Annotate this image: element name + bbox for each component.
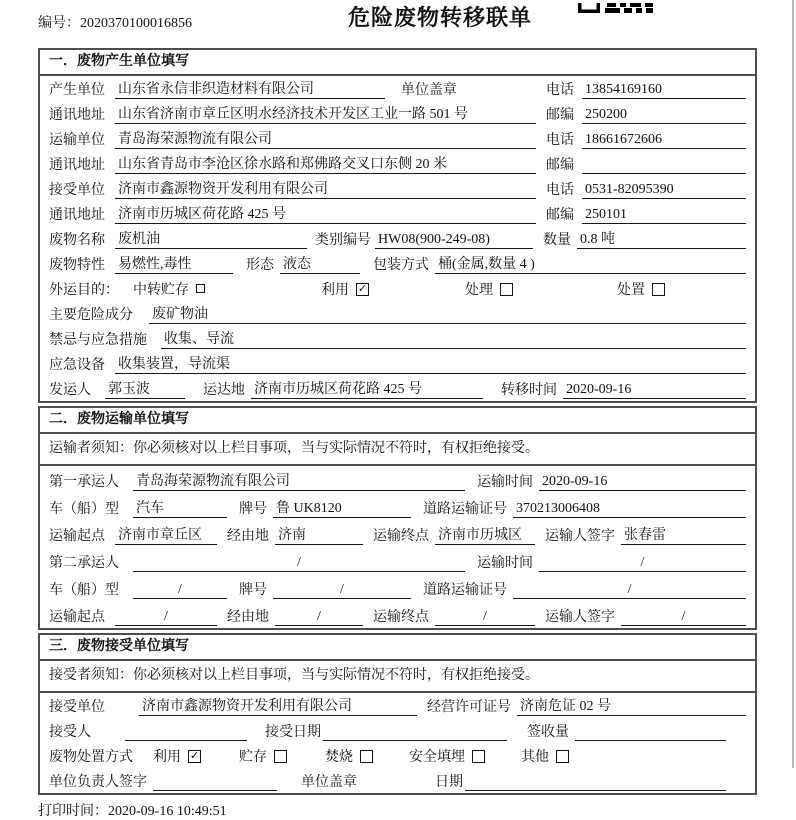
- disposal-incinerate-checkbox: [360, 750, 373, 763]
- disposal-option-landfill: 安全填埋: [409, 749, 485, 766]
- precautions-value: 收集、导流: [161, 331, 746, 349]
- receiver-unit-value: 济南市鑫源物资开发利用有限公司: [115, 181, 536, 199]
- characteristics-label: 废物特性: [49, 258, 105, 273]
- carrier1-time-value: 2020-09-16: [539, 473, 746, 491]
- disposal-method-row: [40, 743, 755, 768]
- serial-value: 2020370100016856: [80, 16, 192, 31]
- waste-name-row: [40, 226, 755, 251]
- waste-characteristics-row: [40, 251, 755, 276]
- receiver-phone-label: 电话: [546, 183, 574, 198]
- purpose-option-dispose: 处置: [617, 282, 665, 299]
- transporter-phone-value: 18661672606: [582, 131, 746, 149]
- road-permit-label-2: 道路运输证号: [423, 583, 507, 598]
- category-code-value: HW08(900-249-08): [375, 231, 533, 249]
- receiver-phone-value: 0531-82095390: [582, 181, 746, 199]
- transporter-address-value: 山东省青岛市李沧区徐水路和郑佛路交叉口东侧 20 米: [115, 156, 536, 174]
- section-receiver: [38, 633, 757, 795]
- carrier2-plate-value: /: [273, 581, 411, 599]
- vehicle-type-label-2: 车（船）型: [49, 583, 119, 598]
- accept-date-value: [323, 724, 507, 741]
- receiver-unit-row: [40, 176, 755, 201]
- license-label: 经营许可证号: [427, 700, 511, 715]
- qr-code-fragment-icon: [578, 0, 654, 10]
- signature-label-2: 运输人签字: [545, 610, 615, 625]
- carrier2-origin-value: /: [115, 608, 217, 626]
- receiver-address-value: 济南市历城区荷花路 425 号: [115, 206, 536, 224]
- form-label: 形态: [246, 258, 274, 273]
- quantity-label: 数量: [543, 233, 571, 248]
- carrier1-via-value: 济南: [275, 527, 363, 545]
- signer-row: [40, 768, 755, 793]
- disposal-option-utilize: 利用 ✓: [153, 750, 200, 765]
- transporter-unit-label: 运输单位: [49, 133, 105, 148]
- packaging-label: 包装方式: [373, 258, 429, 273]
- origin-label-2: 运输起点: [49, 610, 105, 625]
- carrier2-vehicle-row: [40, 574, 755, 601]
- producer-phone-label: 电话: [546, 83, 574, 98]
- carrier2-via-value: /: [275, 608, 363, 626]
- quantity-value: 0.8 吨: [577, 231, 746, 249]
- carrier1-origin-value: 济南市章丘区: [115, 527, 217, 545]
- section-receiver-title: 三．废物接受单位填写: [40, 635, 755, 661]
- purpose-option-treat: 处理: [465, 282, 513, 299]
- carrier2-label: 第二承运人: [49, 556, 119, 571]
- carrier1-vehicle-value: 汽车: [133, 500, 227, 518]
- section-producer: [38, 48, 757, 403]
- end-label: 运输终点: [373, 529, 429, 544]
- carrier2-route-row: [40, 601, 755, 628]
- page-right-divider: [792, 0, 794, 768]
- carrier1-value: 青岛海荣源物流有限公司: [133, 473, 465, 491]
- receiver-unit-label: 接受单位: [49, 183, 105, 198]
- date-value: [465, 774, 726, 791]
- section-transport: [38, 406, 757, 630]
- section-producer-title: 一．废物产生单位填写: [40, 50, 755, 76]
- hazard-value: 废矿物油: [149, 306, 746, 324]
- receiving-unit-label: 接受单位: [49, 700, 105, 715]
- vehicle-type-label: 车（船）型: [49, 502, 119, 517]
- hazard-component-row: [40, 301, 755, 326]
- signature-label: 运输人签字: [545, 529, 615, 544]
- transporter-postcode-value: [582, 157, 746, 174]
- hazard-label: 主要危险成分: [49, 308, 133, 323]
- transporter-unit-row: [40, 126, 755, 151]
- carrier2-value: /: [133, 554, 465, 572]
- category-code-label: 类别编号: [315, 233, 371, 248]
- signer-label: 单位负责人签字: [49, 775, 147, 790]
- received-qty-value: [575, 724, 726, 741]
- transfer-time-label: 转移时间: [501, 383, 557, 398]
- disposal-utilize-checkbox: ✓: [189, 750, 200, 762]
- via-label-2: 经由地: [227, 610, 269, 625]
- transporter-address-row: [40, 151, 755, 176]
- receiving-unit-row: [40, 693, 755, 718]
- producer-unit-row: [40, 76, 755, 101]
- producer-phone-value: 13854169160: [582, 81, 746, 99]
- carrier1-route-row: [40, 520, 755, 547]
- shipper-value: 郭玉波: [105, 381, 185, 399]
- producer-unit-value: 山东省永信非织造材料有限公司: [115, 81, 385, 99]
- receiver-address-row: [40, 201, 755, 226]
- carrier1-plate-value: 鲁 UK8120: [273, 500, 411, 518]
- disposal-option-incinerate: 焚烧: [325, 749, 373, 766]
- waste-name-value: 废机油: [115, 231, 307, 249]
- print-time-label: 打印时间：: [38, 804, 108, 819]
- receiver-person-label: 接受人: [49, 725, 91, 740]
- transporter-phone-label: 电话: [546, 133, 574, 148]
- purpose-option-utilize: 利用 ✓: [321, 283, 368, 298]
- destination-label: 运达地: [203, 383, 245, 398]
- carrier1-vehicle-row: [40, 493, 755, 520]
- receiver-notice: 接受者须知：你必须核对以上栏目事项，当与实际情况不符时，有权拒绝接受。: [40, 661, 755, 693]
- receiver-postcode-value: 250101: [582, 206, 746, 224]
- transporter-postcode-label: 邮编: [546, 158, 574, 173]
- precautions-label: 禁忌与应急措施: [49, 333, 147, 348]
- utilize-checkbox: ✓: [357, 283, 368, 295]
- disposal-option-store: 贮存: [239, 749, 287, 766]
- plate-label: 牌号: [239, 502, 267, 517]
- packaging-value: 桶(金属,数量 4 ): [435, 256, 746, 274]
- carrier1-end-value: 济南市历城区: [435, 527, 535, 545]
- road-permit-label: 道路运输证号: [423, 502, 507, 517]
- receiver-person-value: [125, 724, 247, 741]
- purpose-label: 外运目的：: [49, 283, 119, 298]
- plate-label-2: 牌号: [239, 583, 267, 598]
- carrier2-permit-value: /: [513, 581, 746, 599]
- carrier2-vehicle-value: /: [133, 581, 227, 599]
- treat-checkbox: [500, 283, 513, 296]
- date-label: 日期: [435, 775, 463, 790]
- transporter-unit-value: 青岛海荣源物流有限公司: [115, 131, 536, 149]
- precautions-row: [40, 326, 755, 351]
- storage-checkbox: [196, 284, 205, 293]
- producer-unit-label: 产生单位: [49, 83, 105, 98]
- producer-postcode-label: 邮编: [546, 108, 574, 123]
- received-qty-label: 签收量: [527, 725, 569, 740]
- transport-time-label-2: 运输时间: [477, 556, 533, 571]
- destination-value: 济南市历城区荷花路 425 号: [251, 381, 483, 399]
- disposal-option-other: 其他: [521, 749, 569, 766]
- carrier2-row: [40, 547, 755, 574]
- shipper-label: 发运人: [49, 383, 91, 398]
- license-value: 济南危证 02 号: [517, 698, 746, 716]
- print-time: [38, 800, 796, 820]
- disposal-store-checkbox: [274, 750, 287, 763]
- equipment-label: 应急设备: [49, 358, 105, 373]
- receiver-person-row: [40, 718, 755, 743]
- receiver-seal-label: 单位盖章: [301, 775, 357, 790]
- carrier2-time-value: /: [539, 554, 746, 572]
- unit-seal-label: 单位盖章: [401, 83, 457, 98]
- form-value: 液态: [280, 256, 360, 274]
- transport-time-label: 运输时间: [477, 475, 533, 490]
- shipper-row: [40, 376, 755, 401]
- producer-address-label: 通讯地址: [49, 108, 105, 123]
- origin-label: 运输起点: [49, 529, 105, 544]
- disposal-landfill-checkbox: [472, 750, 485, 763]
- accept-date-label: 接受日期: [265, 725, 321, 740]
- equipment-value: 收集装置，导流渠: [115, 356, 746, 374]
- waste-name-label: 废物名称: [49, 233, 105, 248]
- characteristics-value: 易燃性,毒性: [115, 256, 233, 274]
- producer-address-row: [40, 101, 755, 126]
- page-header: [0, 0, 796, 48]
- carrier2-end-value: /: [435, 608, 535, 626]
- signer-value: [153, 774, 277, 791]
- dispose-checkbox: [652, 283, 665, 296]
- disposal-label: 废物处置方式: [49, 750, 133, 765]
- carrier1-row: [40, 466, 755, 493]
- via-label: 经由地: [227, 529, 269, 544]
- carrier1-sign-value: 张春雷: [621, 527, 746, 545]
- serial-label: 编号：: [38, 16, 80, 31]
- transporter-address-label: 通讯地址: [49, 158, 105, 173]
- carrier2-sign-value: /: [621, 608, 746, 626]
- section-transport-title: 二．废物运输单位填写: [40, 408, 755, 434]
- emergency-equipment-row: [40, 351, 755, 376]
- producer-address-value: 山东省济南市章丘区明水经济技术开发区工业一路 501 号: [115, 106, 536, 124]
- transport-notice: 运输者须知：你必须核对以上栏目事项，当与实际情况不符时，有权拒绝接受。: [40, 434, 755, 466]
- carrier1-permit-value: 370213006408: [513, 500, 746, 518]
- print-time-value: 2020-09-16 10:49:51: [108, 804, 227, 819]
- end-label-2: 运输终点: [373, 610, 429, 625]
- purpose-option-storage: 中转贮存: [133, 282, 205, 299]
- receiver-postcode-label: 邮编: [546, 208, 574, 223]
- transfer-purpose-row: [40, 276, 755, 301]
- transfer-time-value: 2020-09-16: [563, 381, 746, 399]
- receiving-unit-value: 济南市鑫源物资开发利用有限公司: [139, 698, 417, 716]
- carrier1-label: 第一承运人: [49, 475, 119, 490]
- producer-postcode-value: 250200: [582, 106, 746, 124]
- disposal-other-checkbox: [556, 750, 569, 763]
- page-title: 危险废物转移联单: [347, 5, 532, 30]
- receiver-address-label: 通讯地址: [49, 208, 105, 223]
